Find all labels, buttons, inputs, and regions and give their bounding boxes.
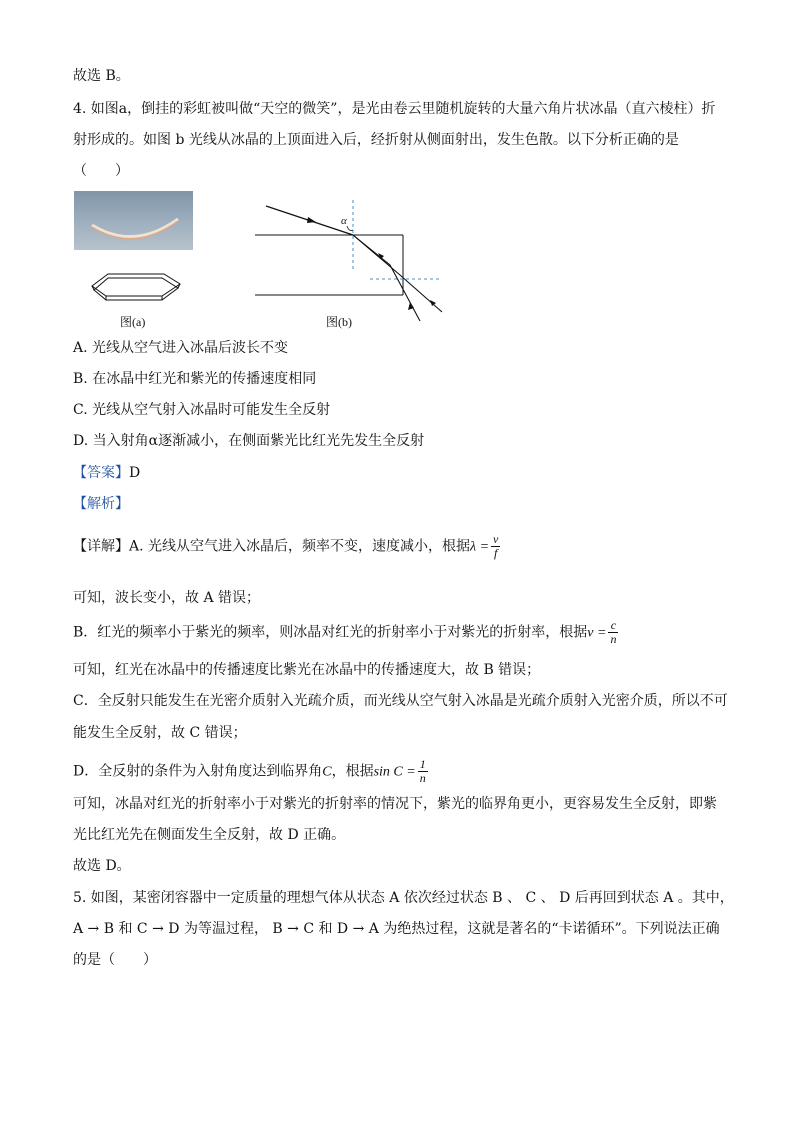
figure-b-diagram	[250, 196, 450, 324]
figure-a-hexagon	[86, 266, 186, 306]
option-b: B. 在冰晶中红光和紫光的传播速度相同	[73, 371, 317, 387]
option-d: D. 当入射角α逐渐减小，在侧面紫光比红光先发生全反射	[73, 433, 425, 449]
formula-1-over-n: $\frac{1}{n}$	[419, 757, 426, 785]
detail-b-line	[73, 619, 618, 646]
answer-label: 【答案】	[73, 465, 129, 481]
analysis-label: 【解析】	[73, 496, 129, 512]
critical-angle-symbol: C	[322, 764, 332, 780]
option-c: C. 光线从空气射入冰晶时可能发生全反射	[73, 402, 331, 418]
formula-lambda-lhs: λ =	[470, 539, 490, 555]
detail-d-line3: 光比红光先在侧面发生全反射，故 D 正确。	[73, 827, 346, 843]
q5-stem-line1: 5. 如图，某密闭容器中一定质量的理想气体从状态 A 依次经过状态 B 、 C 、 D 后再回到状态 A 。其中，	[73, 890, 734, 906]
detail-a-line	[73, 533, 500, 560]
answer-value: D	[129, 465, 141, 481]
figure-a-caption: 图(a)	[120, 315, 146, 329]
detail-c-line1: C．全反射只能发生在光密介质射入光疏介质，而光线从空气射入冰晶是光疏介质射入光密介质，所以不可	[73, 693, 728, 709]
formula-c-over-n: $\frac{c}{n}$	[610, 618, 617, 646]
figure-a-photo	[74, 191, 193, 250]
detail-c-line2: 能发生全反射，故 C 错误；	[73, 725, 247, 741]
formula-v-over-f: $\frac{v}{f}$	[493, 532, 499, 560]
q4-stem-line3: （ ）	[73, 163, 129, 179]
rainbow-arc-graphic	[74, 191, 193, 250]
detail-b-text: B．红光的频率小于紫光的频率，则冰晶对红光的折射率小于对紫光的折射率，根据	[73, 624, 588, 641]
angle-alpha-label: α	[341, 215, 347, 227]
formula-sinc-lhs: sin C =	[373, 764, 416, 780]
detail-d-text: D．全反射的条件为入射角度达到临界角	[73, 763, 323, 780]
figure-b-caption: 图(b)	[326, 315, 352, 329]
q5-stem-line3: 的是（ ）	[73, 952, 157, 968]
q4-conclusion: 故选 D。	[73, 858, 131, 874]
option-a: A. 光线从空气进入冰晶后波长不变	[73, 340, 289, 356]
detail-a-text: 【详解】A. 光线从空气进入冰晶后，频率不变，速度减小，根据	[73, 538, 471, 555]
q4-stem-line1: 4. 如图a，倒挂的彩虹被叫做“天空的微笑”，是光由卷云里随机旋转的大量六角片状冰晶（直六棱柱）折	[73, 101, 716, 117]
q5-stem-line2: A → B 和 C → D 为等温过程， B → C 和 D → A 为绝热过程，这就是著名的“卡诺循环”。下列说法正确	[73, 921, 720, 937]
detail-b-conclusion: 可知，红光在冰晶中的传播速度比紫光在冰晶中的传播速度大，故 B 错误；	[73, 662, 541, 678]
answer-line	[73, 464, 140, 482]
detail-d-line	[73, 758, 428, 785]
previous-conclusion: 故选 B。	[73, 68, 130, 84]
q4-stem-line2: 射形成的。如图 b 光线从冰晶的上顶面进入后，经折射从侧面射出，发生色散。以下分析正确的是	[73, 132, 679, 148]
detail-d-line2: 可知，冰晶对红光的折射率小于对紫光的折射率的情况下，紫光的临界角更小，更容易发生全反射，即紫	[73, 796, 717, 812]
formula-v-lhs: v =	[587, 625, 607, 641]
detail-a-conclusion: 可知，波长变小，故 A 错误；	[73, 590, 261, 606]
detail-d-mid: ，根据	[331, 763, 374, 780]
